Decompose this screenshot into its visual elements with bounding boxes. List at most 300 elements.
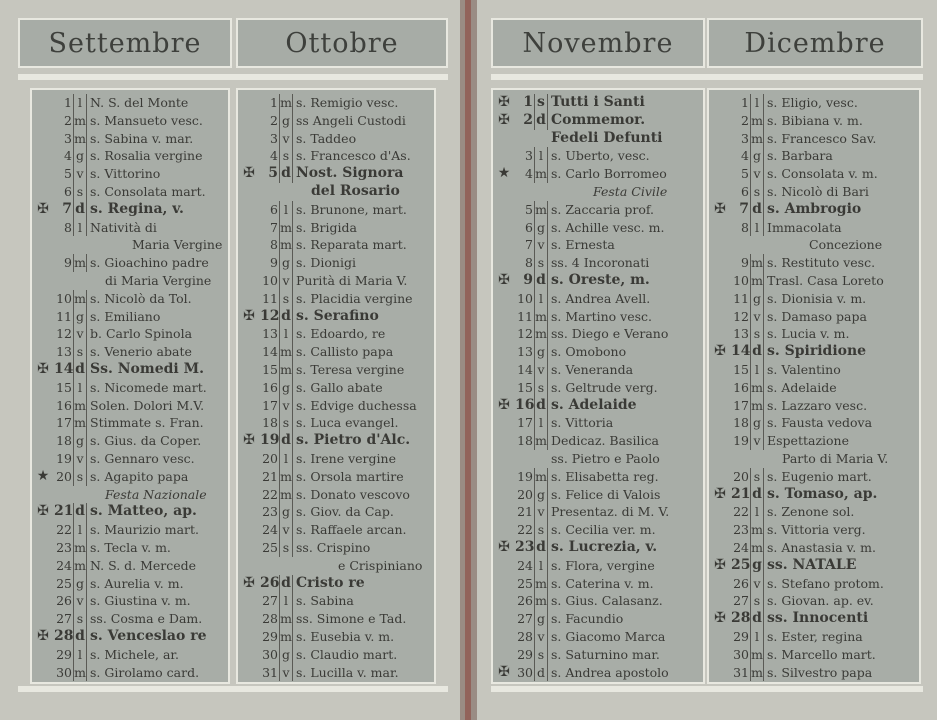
divider (18, 686, 448, 692)
day-number: 11 (56, 308, 72, 324)
saint-name: Fedeli Defunti (551, 129, 663, 146)
day-number: 13 (517, 344, 533, 360)
day-row (709, 130, 919, 148)
day-row (493, 468, 703, 486)
saint-name: s. Omobono (551, 344, 627, 360)
day-number: 6 (741, 183, 749, 199)
weekday-letter: g (73, 308, 87, 326)
day-number: 25 (56, 575, 72, 591)
saint-name: Parto di Maria V. (782, 450, 889, 466)
day-number: 11 (733, 290, 749, 306)
day-row (493, 361, 703, 379)
saint-name: Ss. Nomedi M. (90, 360, 204, 377)
day-row (493, 147, 703, 165)
weekday-letter: s (73, 183, 87, 201)
weekday-letter: m (751, 539, 763, 555)
day-row (32, 414, 228, 432)
day-number: 14 (731, 343, 751, 360)
divider (491, 686, 923, 692)
day-row (238, 308, 434, 326)
saint-name: s. Marcello mart. (767, 646, 876, 662)
day-row (493, 112, 703, 130)
weekday-letter: l (750, 94, 764, 112)
divider (18, 74, 448, 80)
weekday-letter: d (73, 361, 87, 379)
day-row (238, 94, 434, 112)
day-number: 15 (517, 379, 533, 395)
day-number: 16 (733, 379, 749, 395)
saint-name: s. Zenone sol. (767, 504, 855, 520)
weekday-letter: m (751, 130, 763, 146)
day-number: 31 (262, 664, 278, 680)
day-row (238, 290, 434, 308)
day-number: 28 (517, 628, 533, 644)
weekday-letter: v (279, 130, 293, 148)
day-number: 9 (523, 271, 533, 288)
day-row (238, 432, 434, 450)
weekday-letter: s (534, 94, 548, 112)
weekday-letter: g (750, 414, 764, 432)
saint-name: s. Gius. da Coper. (90, 433, 202, 449)
weekday-letter: l (534, 147, 548, 165)
saint-name: s. Irene vergine (296, 450, 396, 466)
saint-name: s. Giovan. ap. ev. (767, 593, 874, 609)
day-number: 2 (270, 112, 278, 128)
day-row (238, 646, 434, 664)
day-row (238, 201, 434, 219)
saint-name: s. Eligio, vesc. (767, 95, 858, 110)
weekday-letter: s (750, 468, 764, 486)
saint-name: s. Matteo, ap. (90, 503, 197, 520)
weekday-letter: v (279, 397, 293, 415)
saint-name: s. Felice di Valois (551, 486, 661, 502)
day-number: 1 (64, 95, 72, 110)
day-row (32, 201, 228, 219)
saint-name: s. Gioachino padre (90, 255, 209, 271)
saint-name: s. Eugenio mart. (767, 468, 872, 484)
saint-name: Festa Civile (593, 183, 668, 199)
saint-name: s. Sabina (296, 593, 354, 609)
day-row (493, 539, 703, 557)
day-row (493, 664, 703, 682)
weekday-letter: s (750, 325, 764, 343)
saint-name: s. Ambrogio (767, 200, 862, 217)
day-number: 20 (733, 468, 749, 484)
day-number: 8 (64, 219, 72, 235)
weekday-letter: m (280, 628, 292, 644)
saint-name: s. Spiridione (767, 343, 867, 360)
day-row (709, 147, 919, 165)
day-row (32, 397, 228, 415)
saint-name: Commemor. (551, 111, 646, 128)
day-number: 8 (525, 255, 533, 271)
weekday-letter: m (74, 664, 86, 680)
weekday-letter: v (279, 521, 293, 539)
saint-name: s. Fausta vedova (767, 415, 873, 431)
cross-icon: ✠ (243, 165, 255, 182)
weekday-letter: m (751, 112, 763, 128)
weekday-letter: m (751, 397, 763, 413)
saint-name: s. Vittorino (90, 166, 161, 182)
saint-name: s. Adelaide (551, 396, 637, 413)
day-number: 27 (733, 593, 749, 609)
day-number: 26 (56, 593, 72, 609)
day-row (493, 432, 703, 450)
weekday-letter: v (73, 165, 87, 183)
saint-name: del Rosario (311, 182, 400, 199)
weekday-letter: d (279, 432, 293, 450)
cross-icon: ✠ (498, 663, 510, 680)
weekday-letter: m (74, 415, 86, 431)
weekday-letter: v (73, 450, 87, 468)
day-row (493, 325, 703, 343)
weekday-letter: d (750, 343, 764, 361)
saint-name: ss. 4 Incoronati (551, 255, 650, 271)
weekday-letter: l (750, 503, 764, 521)
saint-name: s. Consolata v. m. (767, 166, 878, 182)
day-row (238, 397, 434, 415)
day-row (238, 575, 434, 593)
day-row (493, 254, 703, 272)
saint-name: s. Edoardo, re (296, 326, 386, 342)
weekday-letter: s (279, 414, 293, 432)
saint-name: s. Tomaso, ap. (767, 485, 878, 502)
weekday-letter: v (279, 664, 293, 682)
day-row (709, 236, 919, 254)
saint-name: Natività di (90, 219, 157, 235)
saint-name: b. Carlo Spinola (90, 326, 193, 342)
saint-name: s. Elisabetta reg. (551, 468, 659, 484)
day-row (238, 254, 434, 272)
day-row (238, 165, 434, 183)
saint-name: s. Remigio vesc. (296, 95, 399, 110)
day-number: 24 (517, 557, 533, 573)
saint-name: Stimmate s. Fran. (90, 415, 204, 431)
day-number: 8 (270, 237, 278, 253)
day-row (493, 236, 703, 254)
saint-name: s. Venerio abate (90, 344, 192, 360)
book-spine (460, 0, 477, 720)
day-number: 4 (741, 148, 749, 164)
saint-name: s. Geltrude verg. (551, 379, 658, 395)
day-row (32, 610, 228, 628)
day-number: 21 (731, 485, 751, 502)
saint-name: s. Lucilla v. mar. (296, 664, 399, 680)
weekday-letter: s (73, 343, 87, 361)
cross-icon: ✠ (243, 432, 255, 449)
weekday-letter: m (751, 522, 763, 538)
saint-name: s. Mansueto vesc. (90, 112, 203, 128)
day-row (493, 397, 703, 415)
day-number: 28 (262, 611, 278, 627)
weekday-letter: m (535, 593, 547, 609)
day-number: 16 (56, 397, 72, 413)
weekday-letter: l (279, 450, 293, 468)
day-number: 6 (525, 219, 533, 235)
weekday-letter: m (74, 130, 86, 146)
weekday-letter: m (280, 611, 292, 627)
saint-name: Maria Vergine (132, 237, 223, 253)
weekday-letter: m (74, 397, 86, 413)
saint-name: s. Francesco d'As. (296, 148, 411, 164)
day-row (709, 539, 919, 557)
right-page (477, 0, 937, 720)
day-row (32, 236, 228, 254)
day-row (238, 183, 434, 201)
day-number: 22 (56, 522, 72, 538)
saint-name: s. Nicolò da Tol. (90, 290, 192, 306)
weekday-letter: l (279, 201, 293, 219)
weekday-letter: g (73, 147, 87, 165)
day-row (238, 557, 434, 575)
saint-name: s. Zaccaria prof. (551, 201, 655, 217)
day-row (709, 272, 919, 290)
weekday-letter: m (751, 255, 763, 271)
day-row (32, 147, 228, 165)
saint-name: s. Lazzaro vesc. (767, 397, 868, 413)
day-number: 29 (733, 628, 749, 644)
weekday-letter: m (535, 468, 547, 484)
saint-name: Dedicaz. Basilica (551, 433, 659, 449)
day-number: 3 (741, 130, 749, 146)
day-row (238, 468, 434, 486)
saint-name: Purità di Maria V. (296, 272, 408, 288)
saint-name: s. Saturnino mar. (551, 646, 660, 662)
day-number: 4 (64, 148, 72, 164)
day-row (493, 130, 703, 148)
saint-name: s. Nicolò di Bari (767, 183, 869, 199)
day-row (493, 165, 703, 183)
saint-name: s. Damaso papa (767, 308, 867, 324)
day-number: 5 (525, 201, 533, 217)
saint-name: ss. Pietro e Paolo (551, 450, 660, 466)
weekday-letter: v (73, 592, 87, 610)
day-row (493, 379, 703, 397)
weekday-letter: g (534, 610, 548, 628)
day-number: 2 (64, 112, 72, 128)
weekday-letter: g (750, 147, 764, 165)
saint-name: s. Cecilia ver. m. (551, 522, 656, 538)
weekday-letter: d (534, 397, 548, 415)
month-header-ottobre: Ottobre (236, 18, 448, 68)
weekday-letter: d (279, 575, 293, 593)
weekday-letter: m (280, 237, 292, 253)
day-number: 1 (270, 95, 278, 110)
month-column (236, 88, 436, 684)
weekday-letter: l (73, 646, 87, 664)
day-number: 31 (733, 664, 749, 680)
day-number: 27 (262, 593, 278, 609)
day-row (238, 486, 434, 504)
day-number: 7 (62, 200, 72, 217)
day-number: 16 (262, 379, 278, 395)
weekday-letter: m (751, 646, 763, 662)
day-number: 11 (517, 308, 533, 324)
day-row (709, 325, 919, 343)
month-column (30, 88, 230, 684)
day-row (32, 94, 228, 112)
day-number: 2 (741, 112, 749, 128)
day-number: 20 (262, 450, 278, 466)
weekday-letter: m (535, 308, 547, 324)
day-number: 25 (731, 556, 751, 573)
day-number: 18 (517, 433, 533, 449)
saint-name: s. Consolata mart. (90, 183, 206, 199)
saint-name: ss Angeli Custodi (296, 112, 406, 128)
weekday-letter: s (534, 646, 548, 664)
saint-name: s. Pietro d'Alc. (296, 432, 411, 449)
day-row (709, 450, 919, 468)
saint-name: Immacolata (767, 219, 842, 235)
saint-name: s. Regina, v. (90, 200, 184, 217)
saint-name: s. Vittoria (551, 415, 614, 431)
month-header-dicembre: Dicembre (707, 18, 923, 68)
day-row (238, 610, 434, 628)
day-number: 19 (517, 468, 533, 484)
saint-name: s. Raffaele arcan. (296, 522, 407, 538)
weekday-letter: m (74, 539, 86, 555)
weekday-letter: s (750, 592, 764, 610)
weekday-letter: d (534, 272, 548, 290)
cross-icon: ✠ (498, 396, 510, 413)
saint-name: s. Giustina v. m. (90, 593, 191, 609)
day-row (493, 343, 703, 361)
day-number: 5 (64, 166, 72, 182)
day-number: 1 (741, 95, 749, 110)
saint-name: Festa Nazionale (105, 486, 207, 502)
weekday-letter: m (751, 272, 763, 288)
day-row (32, 486, 228, 504)
saint-name: s. Maurizio mart. (90, 522, 199, 538)
saint-name: s. Valentino (767, 361, 841, 377)
day-number: 7 (270, 219, 278, 235)
day-number: 30 (262, 646, 278, 662)
saint-name: di Maria Vergine (105, 272, 212, 288)
day-row (32, 539, 228, 557)
day-number: 4 (270, 148, 278, 164)
saint-name: s. Achille vesc. m. (551, 219, 665, 235)
day-number: 7 (525, 237, 533, 253)
saint-name: s. Brigida (296, 219, 357, 235)
day-number: 23 (515, 538, 535, 555)
day-row (493, 628, 703, 646)
day-row (709, 664, 919, 682)
saint-name: Solen. Dolori M.V. (90, 397, 205, 413)
cross-icon: ✠ (37, 627, 49, 644)
weekday-letter: v (534, 236, 548, 254)
weekday-letter: g (534, 486, 548, 504)
weekday-letter: s (73, 610, 87, 628)
day-row (238, 628, 434, 646)
weekday-letter: m (280, 486, 292, 502)
day-row (32, 361, 228, 379)
day-number: 13 (56, 344, 72, 360)
day-row (238, 539, 434, 557)
day-number: 19 (260, 432, 280, 449)
weekday-letter: l (73, 521, 87, 539)
saint-name: s. Ernesta (551, 237, 615, 253)
day-row (32, 130, 228, 148)
saint-name: s. Teresa vergine (296, 361, 405, 377)
day-number: 26 (733, 575, 749, 591)
day-row (709, 379, 919, 397)
day-row (238, 379, 434, 397)
day-row (32, 219, 228, 237)
day-number: 19 (56, 450, 72, 466)
saint-name: s. Ester, regina (767, 628, 863, 644)
saint-name: Cristo re (296, 574, 365, 591)
weekday-letter: d (73, 628, 87, 646)
day-row (238, 521, 434, 539)
weekday-letter: s (279, 539, 293, 557)
day-number: 28 (54, 627, 74, 644)
weekday-letter: m (74, 112, 86, 128)
saint-name: s. Venceslao re (90, 627, 207, 644)
day-row (709, 468, 919, 486)
weekday-letter: m (751, 664, 763, 680)
day-number: 3 (525, 148, 533, 164)
day-row (32, 325, 228, 343)
cross-icon: ✠ (714, 485, 726, 502)
day-row (32, 628, 228, 646)
cross-icon: ✠ (498, 111, 510, 128)
day-number: 10 (733, 272, 749, 288)
saint-name: s. Brunone, mart. (296, 201, 407, 217)
cross-icon: ✠ (714, 610, 726, 627)
weekday-letter: v (534, 503, 548, 521)
saint-name: s. Caterina v. m. (551, 575, 654, 591)
saint-name: s. Francesco Sav. (767, 130, 877, 146)
cross-icon: ✠ (37, 503, 49, 520)
day-row (32, 468, 228, 486)
weekday-letter: v (750, 308, 764, 326)
saint-name: s. Gius. Calasanz. (551, 593, 663, 609)
weekday-letter: m (280, 95, 292, 110)
day-number: 29 (517, 646, 533, 662)
day-number: 18 (56, 433, 72, 449)
day-row (493, 557, 703, 575)
day-row (709, 521, 919, 539)
day-number: 29 (56, 646, 72, 662)
day-number: 29 (262, 628, 278, 644)
day-row (709, 183, 919, 201)
day-row (238, 236, 434, 254)
day-row (32, 450, 228, 468)
saint-name: Trasl. Casa Loreto (767, 272, 884, 288)
weekday-letter: v (73, 325, 87, 343)
day-number: 27 (517, 611, 533, 627)
weekday-letter: d (73, 201, 87, 219)
weekday-letter: m (74, 255, 86, 271)
weekday-letter: d (279, 165, 293, 183)
weekday-letter: g (279, 646, 293, 664)
weekday-letter: l (73, 379, 87, 397)
weekday-letter: l (750, 219, 764, 237)
day-row (32, 343, 228, 361)
day-number: 17 (262, 397, 278, 413)
saint-name: s. Sabina v. mar. (90, 130, 194, 146)
cross-icon: ✠ (714, 343, 726, 360)
weekday-letter: d (750, 201, 764, 219)
saint-name: ss. Cosma e Dam. (90, 611, 203, 627)
day-number: 2 (523, 111, 533, 128)
weekday-letter: v (750, 165, 764, 183)
cross-icon: ✠ (243, 307, 255, 324)
weekday-letter: v (279, 272, 293, 290)
saint-name: s. Giov. da Cap. (296, 504, 394, 520)
day-row (32, 521, 228, 539)
day-row (238, 343, 434, 361)
